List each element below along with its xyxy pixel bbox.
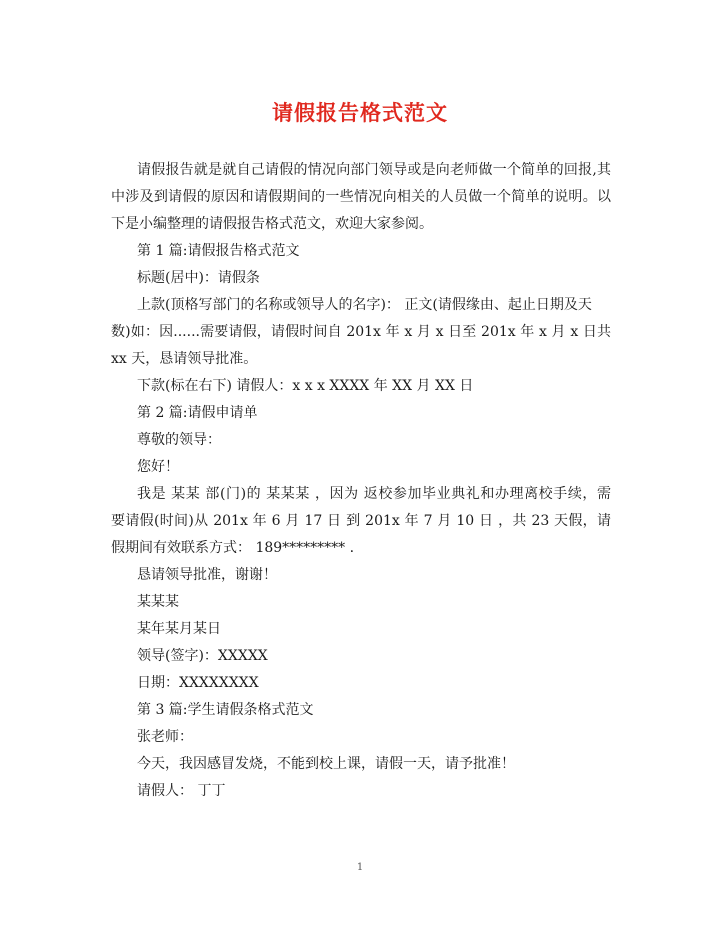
section-heading: 第 3 篇:学生请假条格式范文 — [137, 702, 314, 718]
paragraph-line: xx 天，恳请领导批准。 — [111, 351, 258, 367]
paragraph-line: 日期：XXXXXXXX — [137, 675, 259, 691]
paragraph-line: 请假人： 丁丁 — [137, 783, 226, 799]
paragraph-line: 上款(顶格写部门的名称或领导人的名字)： 正文(请假缘由、起止日期及天 — [137, 297, 592, 313]
paragraph-line: 假期间有效联系方式： 189********* . — [111, 540, 355, 556]
paragraph-line: 恳请领导批准，谢谢！ — [137, 567, 277, 583]
page-number: 1 — [356, 862, 364, 873]
paragraph-line: 尊敬的领导： — [137, 432, 221, 448]
paragraph-line: 数)如：因......需要请假，请假时间自 201x 年 x 月 x 日至 201x 年 x 月 x 日共 — [111, 324, 611, 340]
paragraph-line: 中涉及到请假的原因和请假期间的一些情况向相关的人员做一个简单的说明。以 — [111, 189, 611, 205]
section-heading: 第 2 篇:请假申请单 — [137, 405, 258, 421]
paragraph-line: 某年某月某日 — [137, 621, 221, 637]
paragraph-line: 下款(标在右下) 请假人：x x x XXXX 年 XX 月 XX 日 — [137, 378, 474, 394]
paragraph-line: 要请假(时间)从 201x 年 6 月 17 日 到 201x 年 7 月 10 日 ，共 23 天假，请 — [111, 513, 611, 529]
paragraph-line: 领导(签字)：XXXXX — [137, 648, 268, 664]
paragraph-line: 某某某 — [137, 594, 179, 610]
paragraph-line: 张老师： — [137, 729, 193, 745]
paragraph-line: 今天，我因感冒发烧，不能到校上课，请假一天，请予批准！ — [137, 756, 515, 772]
section-heading: 第 1 篇:请假报告格式范文 — [137, 243, 300, 259]
paragraph-line: 下是小编整理的请假报告格式范文，欢迎大家参阅。 — [111, 216, 433, 232]
paragraph-line: 请假报告就是就自己请假的情况向部门领导或是向老师做一个简单的回报,其 — [137, 162, 611, 178]
paragraph-line: 我是 某某 部(门)的 某某某 ，因为 返校参加毕业典礼和办理离校手续，需 — [137, 486, 611, 502]
document-title: 请假报告格式范文 — [272, 100, 448, 125]
paragraph-line: 您好！ — [137, 459, 179, 475]
paragraph-line: 标题(居中)：请假条 — [137, 270, 260, 286]
